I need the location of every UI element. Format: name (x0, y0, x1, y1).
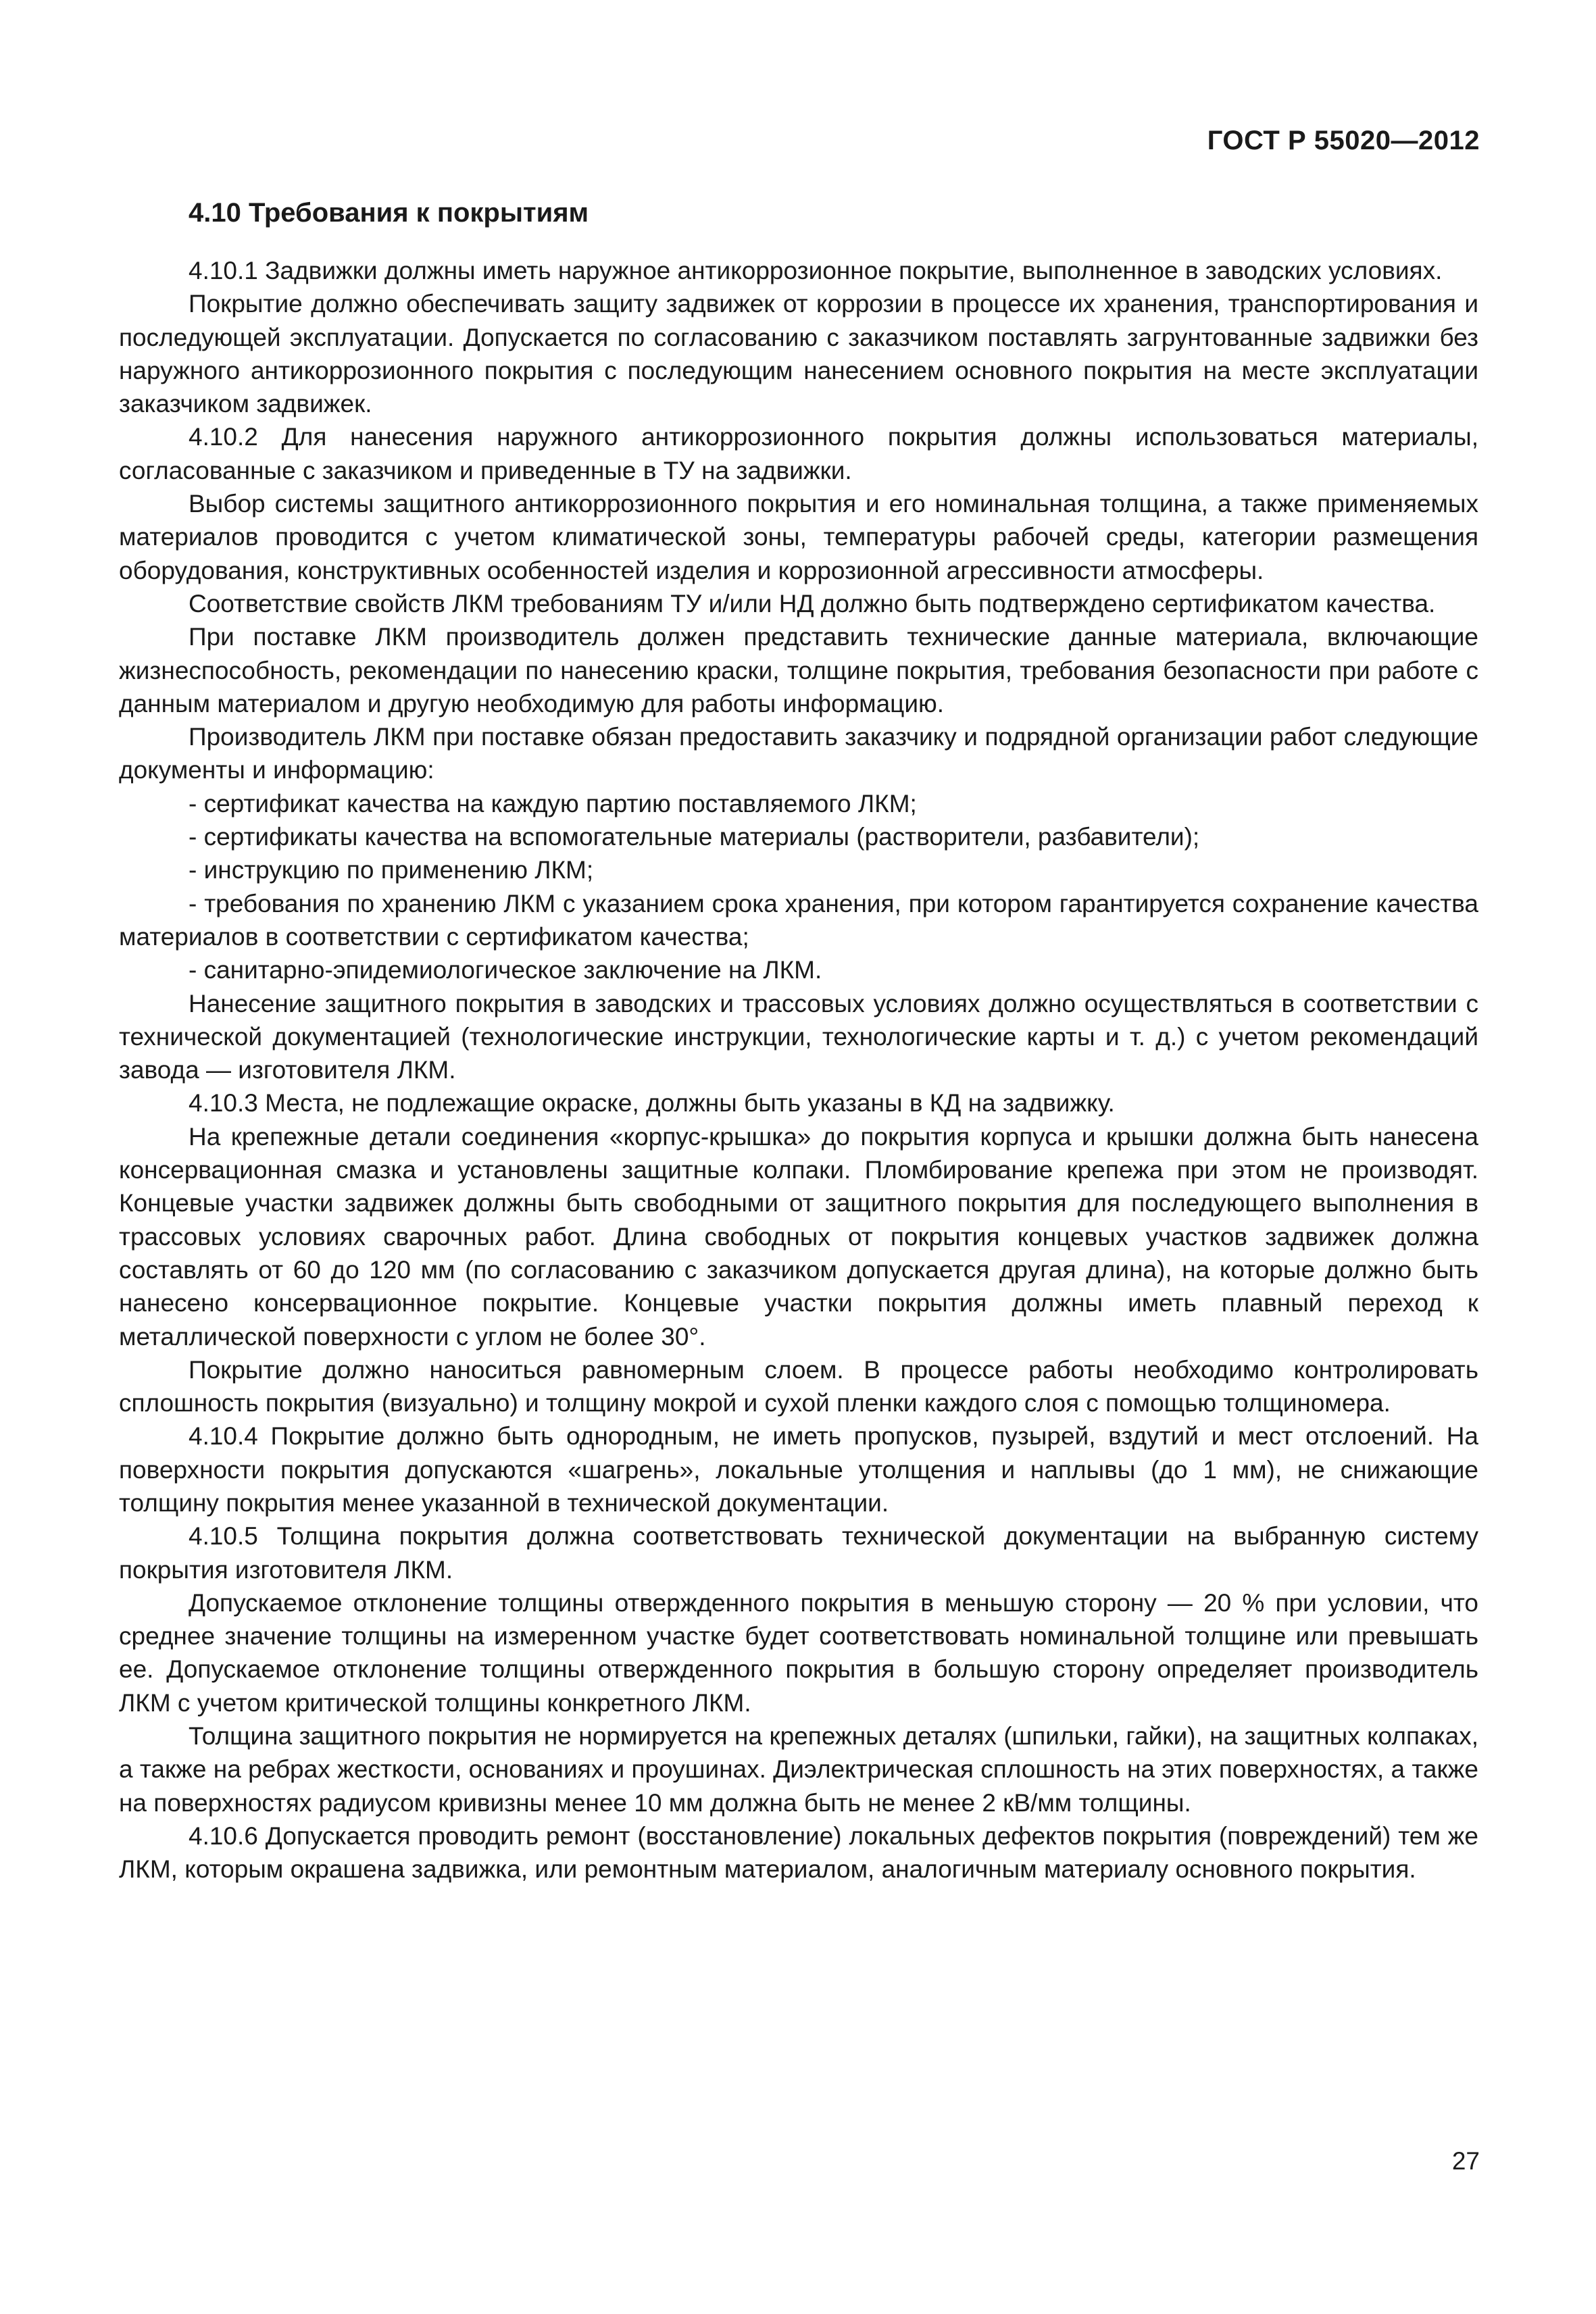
paragraph: Допускаемое отклонение толщины отвержденного покрытия в меньшую сторону — 20 % при условии, что среднее значение толщины на измеренном участке будет соответствовать номинальной толщине или превышать ее. Допускаемое отклонение толщины отвержденного покрытия в большую сторону определяет производитель ЛКМ с учетом критической толщины конкретного ЛКМ. (119, 1588, 1478, 1717)
paragraph: Производитель ЛКМ при поставке обязан предоставить заказчику и подрядной организации работ следующие документы и информацию: (119, 723, 1478, 784)
paragraph: Выбор системы защитного антикоррозионного покрытия и его номинальная толщина, а также применяемых материалов проводится с учетом климатической зоны, температуры рабочей среды, категории размещения оборудования, конструктивных особенностей изделия и коррозионной агрессивности атмосферы. (119, 490, 1478, 584)
page-number: 27 (1451, 2147, 1480, 2175)
paragraph-4-10-2: 4.10.2 Для нанесения наружного антикоррозионного покрытия должны использоваться материалы, согласованные с заказчиком и приведенные в ТУ на задвижки. (119, 423, 1478, 484)
list-item: - требования по хранению ЛКМ с указанием срока хранения, при котором гарантируется сохранение качества материалов в соответствии с сертификатом качества; (119, 889, 1478, 951)
paragraph: Покрытие должно обеспечивать защиту задвижек от коррозии в процессе их хранения, транспортирования и последующей эксплуатации. Допускается по согласованию с заказчиком поставлять загрунтованные задвижки без наружного антикоррозионного покрытия с последующим нанесением основного покрытия на месте эксплуатации заказчиком задвижек. (119, 290, 1478, 418)
paragraph: Нанесение защитного покрытия в заводских и трассовых условиях должно осуществляться в соответствии с технической документацией (технологические инструкции, технологические карты и т. д.) с учетом рекомендаций завода — изготовителя ЛКМ. (119, 989, 1478, 1084)
document-header: ГОСТ Р 55020—2012 (1207, 126, 1480, 155)
paragraph: Соответствие свойств ЛКМ требованиям ТУ и/или НД должно быть подтверждено сертификатом качества. (189, 589, 1436, 618)
paragraph: При поставке ЛКМ производитель должен представить технические данные материала, включающие жизнеспособность, рекомендации по нанесению краски, толщине покрытия, требования безопасности при работе с данным материалом и другую необходимую для работы информацию. (119, 623, 1478, 718)
list-item: - инструкцию по применению ЛКМ; (189, 856, 594, 884)
paragraph: Толщина защитного покрытия не нормируется на крепежных деталях (шпильки, гайки), на защитных колпаках, а также на ребрах жесткости, основаниях и проушинах. Диэлектрическая сплошность на этих поверхностях, а также на поверхностях радиусом кривизны менее 10 мм должна быть не менее 2 кВ/мм толщины. (119, 1722, 1478, 1817)
paragraph-4-10-4: 4.10.4 Покрытие должно быть однородным, не иметь пропусков, пузырей, вздутий и мест отслоений. На поверхности покрытия допускаются «шагрень», локальные утолщения и наплывы (до 1 мм), не снижающие толщину покрытия менее указанной в технической документации. (119, 1422, 1478, 1517)
paragraph: Покрытие должно наноситься равномерным слоем. В процессе работы необходимо контролировать сплошность покрытия (визуально) и толщину мокрой и сухой пленки каждого слоя с помощью толщиномера. (119, 1355, 1478, 1417)
section-title: 4.10 Требования к покрытиям (189, 198, 589, 228)
list-item: - сертификаты качества на вспомогательные материалы (растворители, разбавители); (189, 823, 1200, 851)
paragraph-4-10-5: 4.10.5 Толщина покрытия должна соответствовать технической документации на выбранную систему покрытия изготовителя ЛКМ. (119, 1522, 1478, 1584)
paragraph-4-10-3: 4.10.3 Места, не подлежащие окраске, должны быть указаны в КД на задвижку. (189, 1089, 1115, 1117)
list-item: - санитарно-эпидемиологическое заключение на ЛКМ. (189, 956, 822, 984)
list-item: - сертификат качества на каждую партию поставляемого ЛКМ; (189, 789, 917, 818)
paragraph: На крепежные детали соединения «корпус-крышка» до покрытия корпуса и крышки должна быть нанесена консервационная смазка и установлены защитные колпаки. Пломбирование крепежа при этом не производят. Концевые участки задвижек должны быть свободными от защитного покрытия для последующего выполнения в трассовых условиях сварочных работ. Длина свободных от покрытия концевых участков задвижек должна составлять от 60 до 120 мм (по согласованию с заказчиком допускается другая длина), на которые должно быть нанесено консервационное покрытие. Концевые участки покрытия должны иметь плавный переход к металлической поверхности с углом не более 30°. (119, 1122, 1478, 1351)
paragraph-4-10-6: 4.10.6 Допускается проводить ремонт (восстановление) локальных дефектов покрытия (повреждений) тем же ЛКМ, которым окрашена задвижка, или ремонтным материалом, аналогичным материалу основного покрытия. (119, 1821, 1478, 1884)
paragraph-4-10-1: 4.10.1 Задвижки должны иметь наружное антикоррозионное покрытие, выполненное в заводских условиях. (189, 257, 1443, 284)
document-body (119, 196, 1478, 1886)
